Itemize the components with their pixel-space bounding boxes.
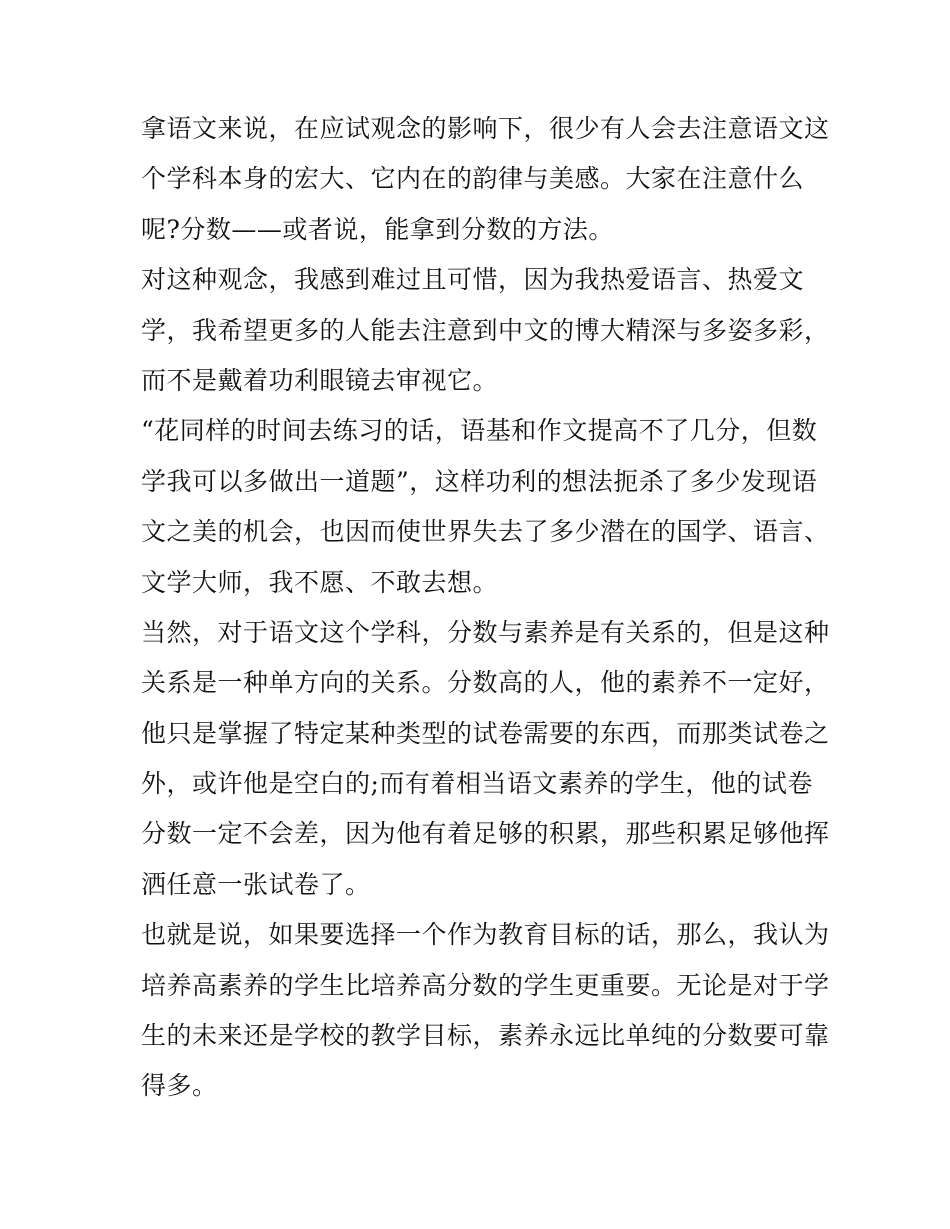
text-line: 文学大师，我不愿、不敢去想。 <box>141 567 499 597</box>
text-line: 培养高素养的学生比培养高分数的学生更重要。无论是对于学 <box>141 970 830 1000</box>
text-line: 学，我希望更多的人能去注意到中文的博大精深与多姿多彩， <box>141 315 830 345</box>
text-line: 分数一定不会差，因为他有着足够的积累，那些积累足够他挥 <box>141 819 830 849</box>
text-line: 关系是一种单方向的关系。分数高的人，他的素养不一定好， <box>141 668 830 698</box>
text-line: 学我可以多做出一道题”，这样功利的想法扼杀了多少发现语 <box>141 466 818 496</box>
text-line: 当然，对于语文这个学科，分数与素养是有关系的，但是这种 <box>141 617 830 647</box>
paragraph-1 <box>141 104 830 255</box>
text-line: 洒任意一张试卷了。 <box>141 869 371 899</box>
paragraph-4 <box>141 608 830 910</box>
text-line: “花同样的时间去练习的话，语基和作文提高不了几分，但数 <box>141 416 818 446</box>
paragraph-5 <box>141 910 830 1112</box>
text-line: 呢?分数——或者说，能拿到分数的方法。 <box>141 214 614 244</box>
text-line: 文之美的机会，也因而使世界失去了多少潜在的国学、语言、 <box>141 517 830 547</box>
text-line: 他只是掌握了特定某种类型的试卷需要的东西，而那类试卷之 <box>141 718 830 748</box>
paragraph-2 <box>141 255 830 406</box>
text-line: 生的未来还是学校的教学目标，素养永远比单纯的分数要可靠 <box>141 1021 830 1051</box>
text-line: 拿语文来说，在应试观念的影响下，很少有人会去注意语文这 <box>141 114 830 143</box>
text-line: 得多。 <box>141 1071 218 1101</box>
text-line: 个学科本身的宏大、它内在的韵律与美感。大家在注意什么 <box>141 164 805 194</box>
text-line: 外，或许他是空白的;而有着相当语文素养的学生，他的试卷 <box>141 769 813 799</box>
text-line: 对这种观念，我感到难过且可惜，因为我热爱语言、热爱文 <box>141 265 805 295</box>
text-line: 也就是说，如果要选择一个作为教育目标的话，那么，我认为 <box>141 920 830 950</box>
paragraph-3 <box>141 406 830 608</box>
document-body <box>141 104 830 1112</box>
text-line: 而不是戴着功利眼镜去审视它。 <box>141 365 499 395</box>
